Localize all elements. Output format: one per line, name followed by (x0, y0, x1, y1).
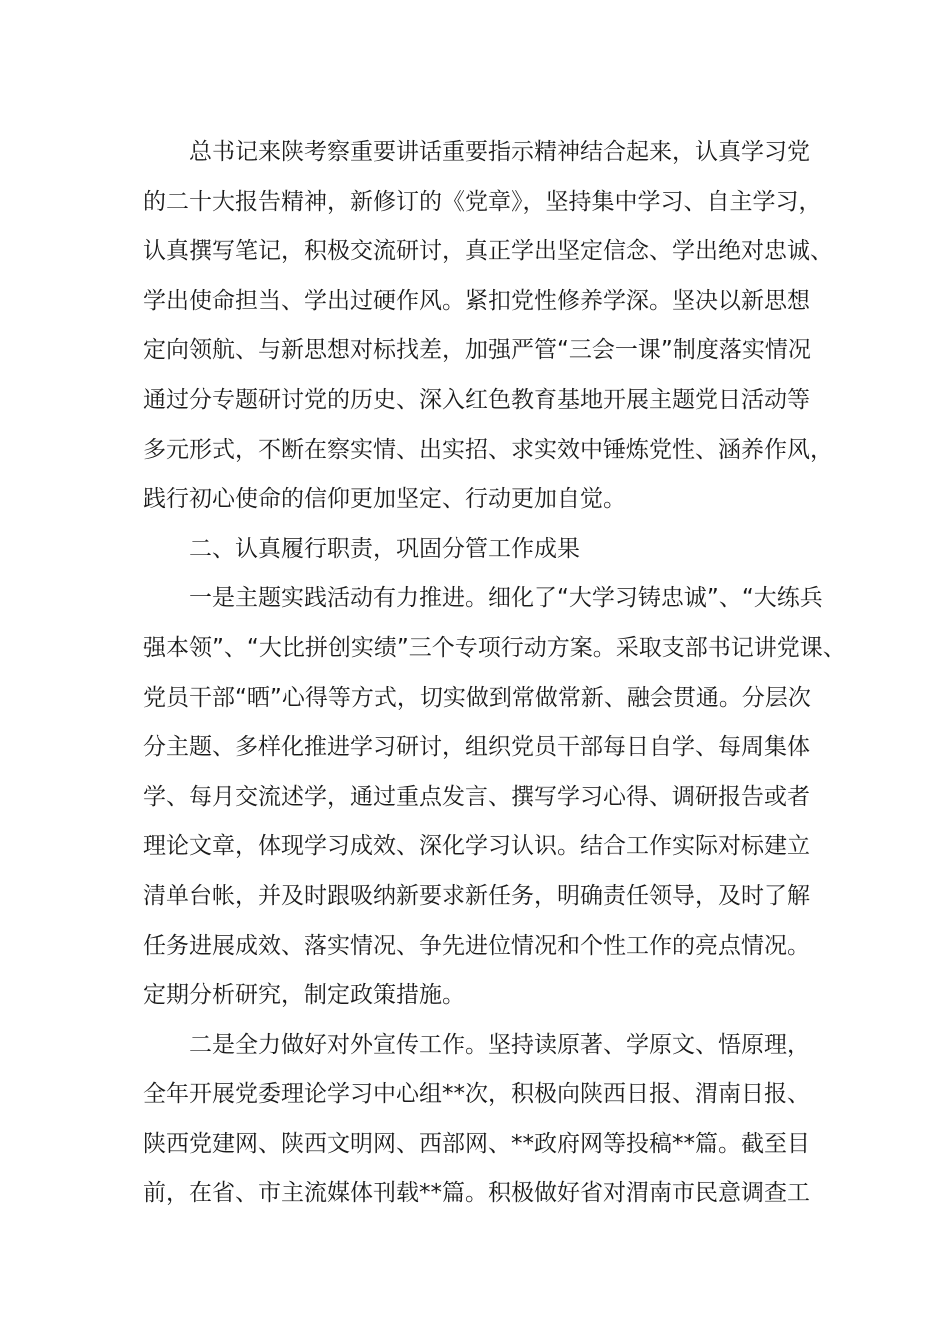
text-line: 通过分专题研讨党的历史、深入红色教育基地开展主题党日活动等 (143, 386, 810, 413)
text-line: 清单台帐，并及时跟吸纳新要求新任务，明确责任领导，及时了解 (143, 882, 810, 909)
text-line: 全年开展党委理论学习中心组**次，积极向陕西日报、渭南日报、 (143, 1081, 810, 1108)
text-line: 的二十大报告精神，新修订的《党章》，坚持集中学习、自主学习， (143, 188, 822, 215)
text-line: 认真撰写笔记，积极交流研讨，真正学出坚定信念、学出绝对忠诚、 (143, 238, 833, 265)
text-line: 二是全力做好对外宣传工作。坚持读原著、学原文、悟原理， (189, 1031, 810, 1058)
text-line: 学出使命担当、学出过硬作风。紧扣党性修养学深。坚决以新思想 (143, 287, 810, 314)
text-line: 任务进展成效、落实情况、争先进位情况和个性工作的亮点情况。 (143, 932, 810, 959)
text-line: 分主题、多样化推进学习研讨，组织党员干部每日自学、每周集体 (143, 734, 810, 761)
text-line: 定期分析研究，制定政策措施。 (143, 982, 465, 1009)
text-line: 定向领航、与新思想对标找差，加强严管“三会一课”制度落实情况 (143, 337, 811, 364)
text-line: 多元形式，不断在察实情、出实招、求实效中锤炼党性、涵养作风， (143, 436, 833, 463)
text-line: 党员干部“晒”心得等方式，切实做到常做常新、融会贯通。分层次 (143, 684, 811, 711)
text-line: 理论文章，体现学习成效、深化学习认识。结合工作实际对标建立 (143, 833, 810, 860)
text-line: 陕西党建网、陕西文明网、西部网、**政府网等投稿**篇。截至目 (143, 1130, 810, 1157)
text-line: 强本领”、“大比拼创实绩”三个专项行动方案。采取支部书记讲党课、 (143, 634, 846, 661)
document-body (143, 128, 846, 1219)
text-line: 总书记来陕考察重要讲话重要指示精神结合起来，认真学习党 (189, 139, 810, 165)
text-line: 践行初心使命的信仰更加坚定、行动更加自觉。 (143, 486, 626, 513)
text-line: 前，在省、市主流媒体刊载**篇。积极做好省对渭南市民意调查工 (143, 1180, 810, 1207)
text-line: 一是主题实践活动有力推进。细化了“大学习铸忠诚”、“大练兵 (189, 585, 823, 612)
section-heading: 二、认真履行职责，巩固分管工作成果 (189, 535, 580, 562)
text-line: 学、每月交流述学，通过重点发言、撰写学习心得、调研报告或者 (143, 783, 810, 810)
